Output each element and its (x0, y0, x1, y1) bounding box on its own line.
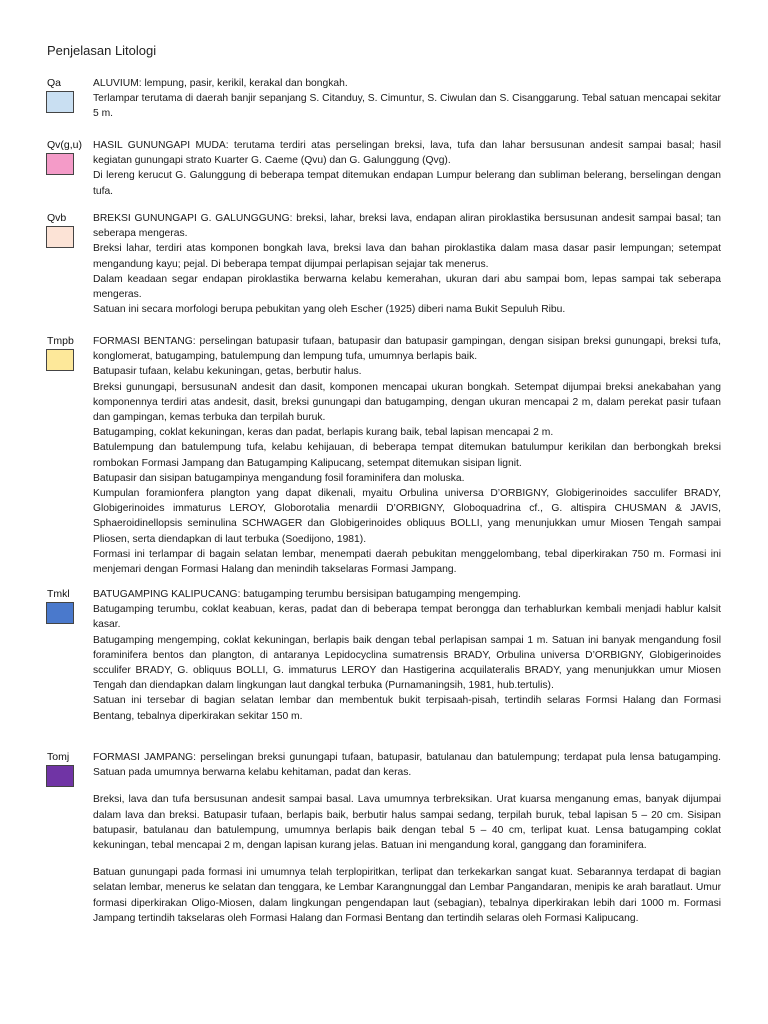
paragraph: Breksi gunungapi, bersusunaN andesit dan dasit, komponen mencapai ukuran bongkah. Setempat dijumpai breksi anekabahan yang komponennya terdiri atas andesit, dasit, breksi gunungapi dan batugamping, dengan ukuran mencapai 2 m, dalam perekat pasir tufaan dan gampingan, kemas terbuka dan terpilah buruk. (93, 381, 721, 424)
paragraph: ALUVIUM: lempung, pasir, kerikil, kerakal dan bongkah. (93, 78, 348, 89)
paragraph: HASIL GUNUNGAPI MUDA: terutama terdiri atas perselingan breksi, lava, tufa dan lahar bersusunan andesit sampai basal; hasil kegiatan gunungapi strato Kuarter G. Caeme (Qvu) dan G. Galunggung (Qvg). (93, 140, 721, 167)
unit-code: Tmpb (47, 335, 74, 347)
unit-description (93, 211, 721, 317)
paragraph: BREKSI GUNUNGAPI G. GALUNGGUNG: breksi, lahar, breksi lava, endapan aliran piroklastika bersusunan andesit sampai basal; tan seberapa mengeras. (93, 213, 721, 240)
unit-description (93, 334, 721, 577)
paragraph: Batugamping mengemping, coklat kekuningan, berlapis baik dengan tebal perlapisan sampai 1 m. Satuan ini banyak mengandung fosil foraminifera bentos dan plangton, di antaranya Lepidocyclina sumatrensis BRADY, Orbulina universa D’ORBIGNY, Globigerinoides scculifer BRADY, G. obliquus BOLLI, G. immaturus LEROY dan Hastigerina acquilateralis BRADY, yang menunjukkan umur Miosen Tengah dan diendapkan dalam lingkungan laut dangkal terbuka (Purnamaningsih, 1981, hub.tertulis). (93, 634, 721, 692)
paragraph: Breksi, lava dan tufa bersusunan andesit sampai basal. Lava umumnya terbreksikan. Urat kuarsa menganung emas, banyak dijumpai dalam lava dan breksi. Batupasir tufaan, berlapis baik, berbutir halus sampai sedang, terpilah buruk, tebal lapisan 5 – 20 cm. Sisipan batupasir, batulanau dan batulempung, umumnya berlapis baik dengan tebal 5 – 40 cm, terlipat kuat. Lensa batugamping coklat kekuningan, tebal mencapai 2 m, dengan lapisan kurang jelas. Batuan ini mengandung koral, ganggang dan foraminifera. (93, 794, 721, 852)
paragraph: Breksi lahar, terdiri atas komponen bongkah lava, breksi lava dan bahan piroklastika dalam masa dasar pasir lempungan; setempat mengandung kayu; pejal. Di beberapa tempat dijumpai perlapisan sejajar tak menerus. (93, 243, 721, 270)
unit-code: Qa (47, 77, 62, 89)
paragraph: Batugamping terumbu, coklat keabuan, keras, padat dan di beberapa tempat berongga dan terhablurkan kembali menjadi hablur kalsit kasar. (93, 604, 721, 631)
unit-code: Qv(g,u) (47, 139, 83, 151)
paragraph: BATUGAMPING KALIPUCANG: batugamping terumbu bersisipan batugamping mengemping. (93, 589, 521, 600)
unit-code: Tomj (47, 751, 70, 763)
paragraph: Batuan gunungapi pada formasi ini umumnya telah terplopiritkan, terlipat dan terkekarkan sangat kuat. Sebarannya terdapat di bagian selatan lembar, menerus ke selatan dan tenggara, ke Lembar Karangnunggal dan Lembar Pangandaran, menipis ke arah baratlaut. Umur formasi diperkirakan Oligo-Miosen, dalam lingkungan pengendapan laut (sebagian), tebalnya diperkirakan lebih dari 1000 m. Formasi Jampang tertindih takselaras oleh Formasi Halang dan Formasi Bentang dan tertindih selaras oleh Formasi Kalipucang. (93, 867, 721, 924)
page-title: Penjelasan Litologi (47, 43, 157, 58)
paragraph: Satuan ini tersebar di bagian selatan lembar dan membentuk bukit terpisaah-pisah, tertindih selaras Formsi Halang dan Formasi Bentang, tebalnya diperkirakan sekitar 150 m. (93, 695, 721, 722)
unit-description (93, 138, 721, 199)
paragraph: Formasi ini terlampar di bagain selatan lembar, menempati daerah pebukitan menggelombang, tebal diperkirakan 750 m. Formasi ini menjemari dengan Formasi Halang dan menindih takselaras Formasi Jampang. (93, 548, 721, 576)
color-swatch (46, 91, 74, 113)
paragraph: Batulempung dan batulempung tufa, kelabu kehijauan, di beberapa tempat ditemukan batulumpur kerikilan dan berbongkah breksi rombokan Formasi Jampang dan Batugamping Kalipucang, setempat ditemukan sisipan lignit. (93, 442, 721, 469)
paragraph: Dalam keadaan segar endapan piroklastika berwarna kelabu kemerahan, ukuran dari abu sampai bom, lepas sampai tak seberapa mengeras. (93, 273, 721, 301)
unit-code: Tmkl (47, 588, 70, 600)
color-swatch (46, 765, 74, 787)
unit-description (93, 750, 721, 926)
paragraph: Kumpulan foramionfera plangton yang dapat dikenali, myaitu Orbulina universa D’ORBIGNY, Globigerinoides sacculifer BRADY, Globigerinoides immaturus LEROY, Globorotalia menardii D’ORBIGNY, Globoquadrina cf., G. altispira CHUSMAN & JAVIS, Sphaeroidinellopsis seminulina SCHWAGER dan Globigerinoides obliquus BOLLI, yang menunjukkan umur Miosen Tengah sampai Pliosen, serta diendapkan di laut terbuka (Soedijono, 1981). (93, 488, 721, 545)
paragraph: Batugamping, coklat kekuningan, keras dan padat, berlapis kurang baik, tebal lapisan mencapai 2 m. (93, 427, 554, 439)
paragraph: FORMASI BENTANG: perselingan batupasir tufaan, batupasir dan batupasir gampingan, dengan sisipan breksi gunungapi, breksi tufa, konglomerat, batugamping, batulempung dan lempung tufa, umumnya berlapis baik. (93, 336, 721, 363)
paragraph: Terlampar terutama di daerah banjir sepanjang S. Citanduy, S. Cimuntur, S. Ciwulan dan S. Cisanggarung. Tebal satuan mencapai sekitar 5 m. (93, 93, 721, 120)
paragraph: Batupasir tufaan, kelabu kekuningan, getas, berbutir halus. (93, 366, 362, 378)
paragraph: FORMASI JAMPANG: perselingan breksi gunungapi tufaan, batupasir, batulanau dan batulempung; terdapat pula lensa batugamping. Satuan pada umumnya berwarna kelabu kehitaman, padat dan keras. (93, 752, 721, 779)
paragraph: Satuan ini secara morfologi berupa pebukitan yang oleh Escher (1925) diberi nama Bukit Sepuluh Ribu. (93, 304, 566, 316)
unit-code: Qvb (47, 212, 67, 224)
paragraph: Batupasir dan sisipan batugampinya mengandung fosil foraminifera dan moluska. (93, 472, 465, 484)
color-swatch (46, 153, 74, 175)
color-swatch (46, 602, 74, 624)
unit-description (93, 587, 721, 724)
color-swatch (46, 349, 74, 371)
paragraph: Di lereng kerucut G. Galunggung di beberapa tempat ditemukan endapan Lumpur belerang dan subliman belerang, berselingan dengan tufa. (93, 170, 721, 197)
unit-description (93, 76, 721, 122)
color-swatch (46, 226, 74, 248)
